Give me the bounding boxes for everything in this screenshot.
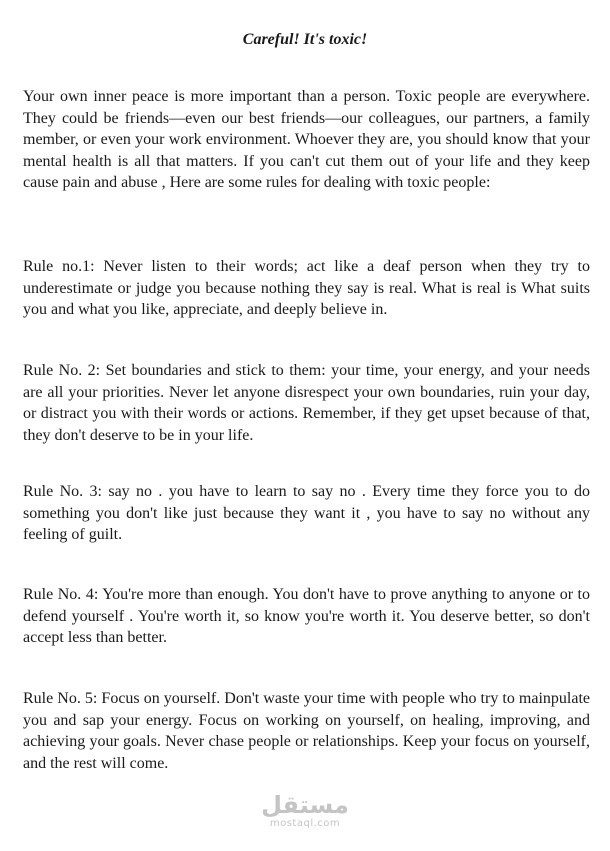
rule-1-paragraph: Rule no.1: Never listen to their words; act like a deaf person when they try to underestimate or judge you because nothing they say is real. What is real is What suits you and what you like, appreciate, and deeply believe in. xyxy=(23,258,590,319)
rule-2-paragraph: Rule No. 2: Set boundaries and stick to them: your time, your energy, and your needs are all your priorities. Never let anyone disrespect your own boundaries, ruin your day, or distract you with their words or actions. Remember, if they get upset because of that, they don't deserve to be in your life. xyxy=(23,362,590,444)
rule-4-paragraph: Rule No. 4: You're more than enough. You don't have to prove anything to anyone or to defend yourself . You're worth it, so know you're worth it. You deserve better, so don't accept less than better. xyxy=(23,586,590,647)
rule-5-paragraph: Rule No. 5: Focus on yourself. Don't waste your time with people who try to mainpulate you and sap your energy. Focus on working on yourself, on healing, improving, and achieving your goals. Never chase people or relationships. Keep your focus on yourself, and the rest will come. xyxy=(23,690,590,772)
mostaql-watermark-logo xyxy=(250,792,360,830)
watermark-arabic-text: مستقل xyxy=(261,791,349,819)
watermark-latin-text: mostaql.com xyxy=(269,818,341,829)
document-title: Careful! It's toxic! xyxy=(242,31,368,48)
intro-paragraph: Your own inner peace is more important than a person. Toxic people are everywhere. They could be friends—even our best friends—our colleagues, our partners, a family member, or even your work environment. Whoever they are, you should know that your mental health is all that matters. If you can't cut them out of your life and they keep cause pain and abuse , Here are some rules for dealing with toxic people: xyxy=(23,88,590,192)
rule-3-paragraph: Rule No. 3: say no . you have to learn to say no . Every time they force you to do something you don't like just because they want it , you have to say no without any feeling of guilt. xyxy=(23,483,590,544)
